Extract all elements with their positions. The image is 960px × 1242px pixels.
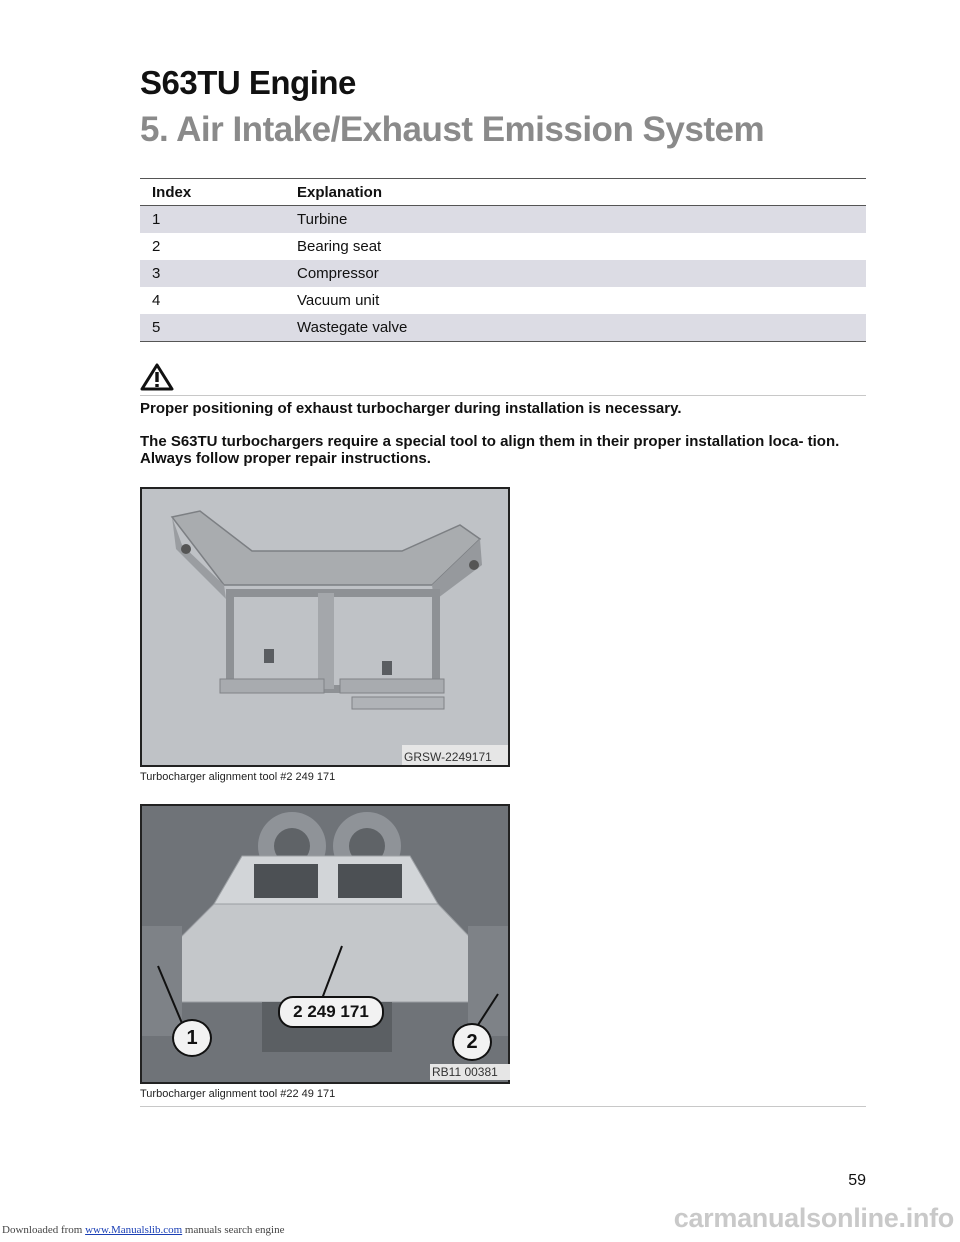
section-title: 5. Air Intake/Exhaust Emission System <box>140 110 765 149</box>
figure-code-1: GRSW-2249171 <box>404 750 492 764</box>
footer-prefix: Downloaded from <box>2 1224 83 1236</box>
warning-text <box>140 400 866 483</box>
row-index: 5 <box>140 314 297 342</box>
row-explanation: Turbine <box>297 206 866 234</box>
tool-callout: 2 249 171 <box>278 996 384 1028</box>
divider <box>140 395 866 396</box>
table-row <box>140 260 866 287</box>
footer-link[interactable]: www.Manualslib.com <box>85 1224 183 1236</box>
table-row <box>140 287 866 314</box>
row-index: 4 <box>152 292 161 309</box>
warning-triangle-icon <box>140 363 174 391</box>
footer <box>2 1224 284 1236</box>
tool-photo <box>140 487 510 767</box>
watermark: carmanualsonline.info <box>673 1203 954 1233</box>
page-number: 59 <box>848 1172 866 1189</box>
table-row <box>140 233 866 260</box>
bottom-divider <box>140 1106 866 1107</box>
row-index: 2 <box>152 238 161 255</box>
page-title: S63TU Engine <box>140 64 356 101</box>
row-explanation: Bearing seat <box>297 238 382 255</box>
footer-suffix: manuals search engine <box>184 1224 285 1236</box>
row-explanation: Wastegate valve <box>297 314 866 342</box>
callout-2: 2 <box>452 1023 492 1061</box>
figure-caption-1: Turbocharger alignment tool #2 249 171 <box>140 771 336 783</box>
callout-1: 1 <box>172 1019 212 1057</box>
row-index: 1 <box>140 206 297 234</box>
table-row <box>140 206 866 234</box>
index-table <box>140 178 866 342</box>
column-header-explanation: Explanation <box>297 179 866 206</box>
row-explanation: Vacuum unit <box>297 292 380 309</box>
warning-line-1: Proper positioning of exhaust turbocharger during installation is necessary. <box>140 400 682 417</box>
figure-code-2: RB11 00381 <box>430 1064 510 1080</box>
figure-caption-2: Turbocharger alignment tool #22 49 171 <box>140 1088 336 1100</box>
column-header-index: Index <box>140 179 297 206</box>
warning-line-2: The S63TU turbochargers require a special tool to align them in their proper installation loca- tion. Always follow proper repair instructions. <box>140 433 840 467</box>
table-row <box>140 314 866 342</box>
table-header-row <box>140 179 866 206</box>
row-explanation: Compressor <box>297 260 866 287</box>
row-index: 3 <box>140 260 297 287</box>
